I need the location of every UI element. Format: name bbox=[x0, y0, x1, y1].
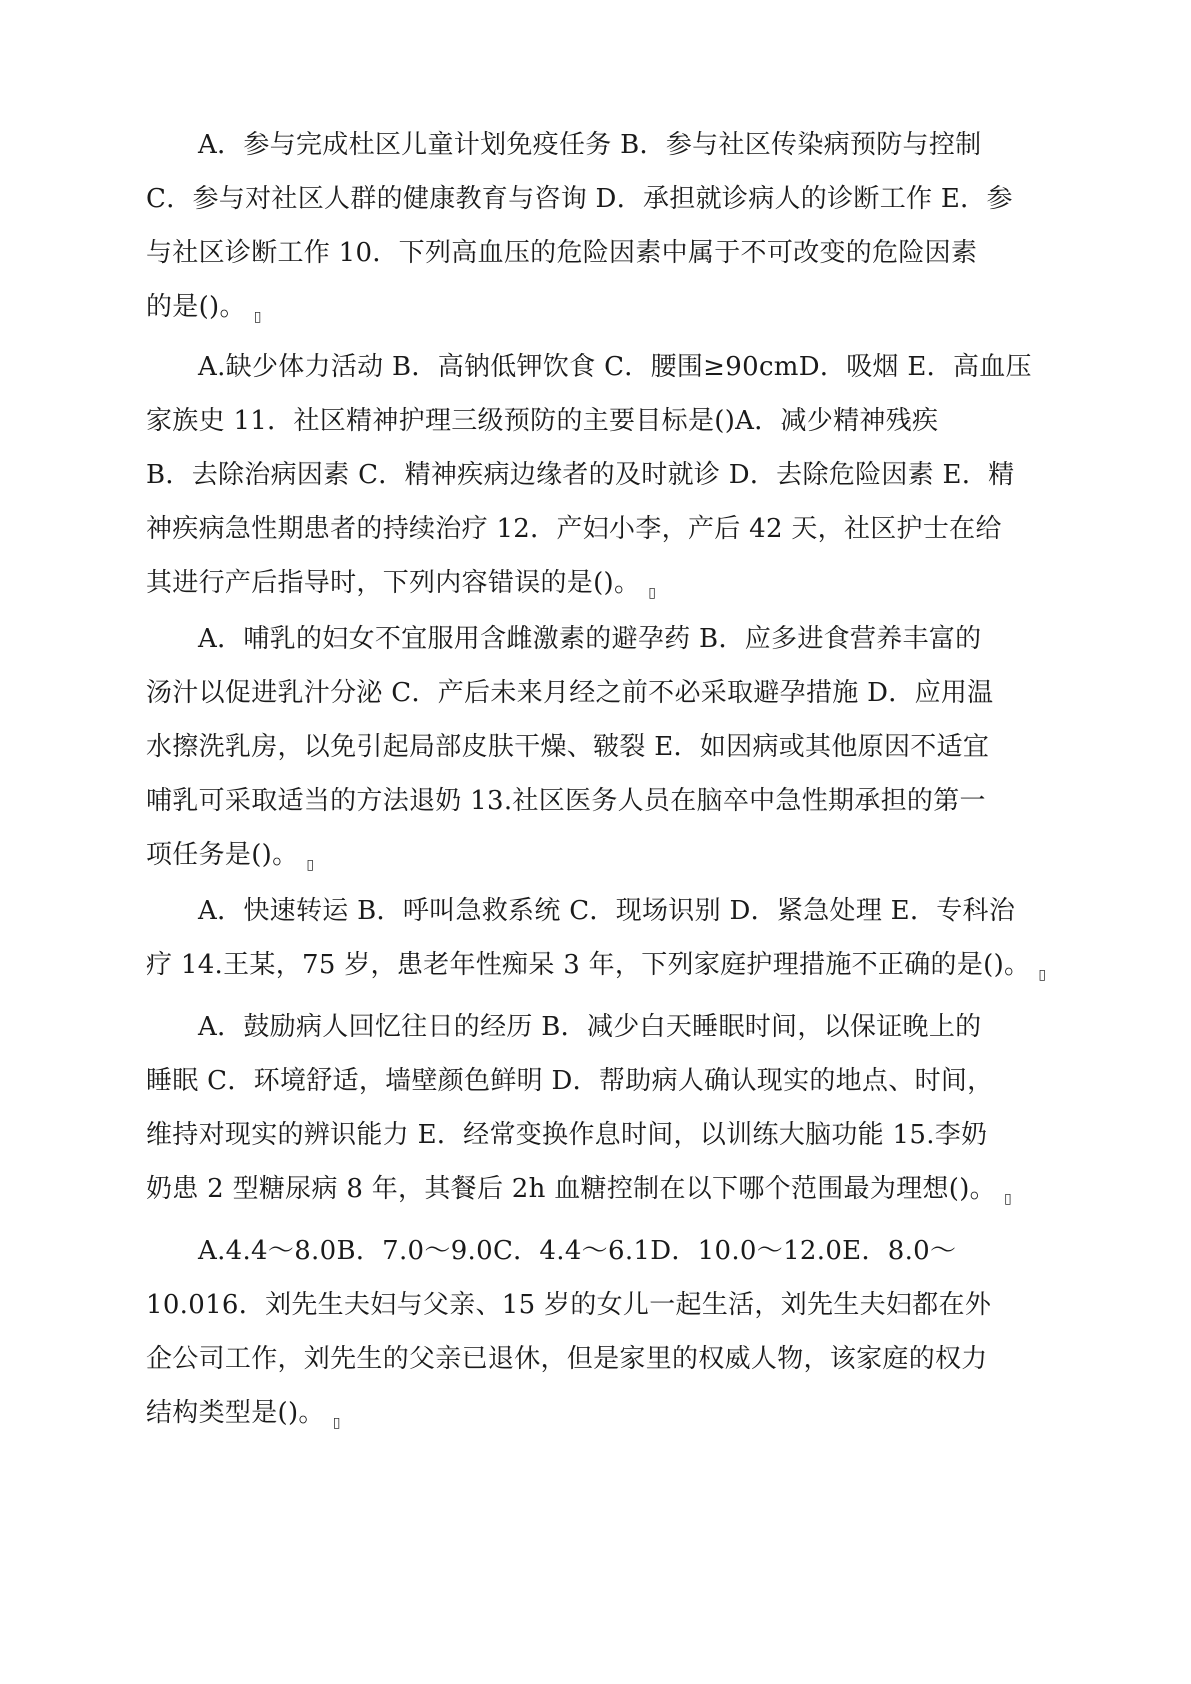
text-line: 睡眠 C．环境舒适，墙壁颜色鲜明 D．帮助病人确认现实的地点、时间， bbox=[146, 1066, 994, 1096]
paragraph-end-icon: ▯ bbox=[253, 309, 262, 325]
text-line: A．快速转运 B．呼叫急救系统 C．现场识别 D．紧急处理 E．专科治 bbox=[198, 896, 1016, 926]
text-line: A.4.4～8.0B．7.0～9.0C．4.4～6.1D．10.0～12.0E．8.0～ bbox=[198, 1236, 957, 1266]
text-line bbox=[146, 1162, 1046, 1216]
paragraph-5 bbox=[146, 1000, 1046, 1216]
text-line: A.缺少体力活动 B．高钠低钾饮食 C．腰围≥90cmD．吸烟 E．高血压 bbox=[198, 352, 1032, 382]
paragraph-end-icon: ▯ bbox=[648, 585, 657, 601]
paragraph-4 bbox=[146, 884, 1046, 992]
paragraph-6 bbox=[146, 1224, 1046, 1440]
text-line: 与社区诊断工作 10．下列高血压的危险因素中属于不可改变的危险因素 bbox=[146, 238, 978, 268]
text-line-content: 其进行产后指导时，下列内容错误的是()。 bbox=[146, 568, 641, 598]
text-line-content: 的是()。 bbox=[146, 292, 246, 322]
text-line bbox=[146, 1386, 1046, 1440]
text-line-content: 疗 14.王某，75 岁，患老年性痴呆 3 年，下列家庭护理措施不正确的是()。 bbox=[146, 950, 1031, 980]
paragraph-end-icon: ▯ bbox=[332, 1415, 341, 1431]
text-line-content: 奶患 2 型糖尿病 8 年，其餐后 2h 血糖控制在以下哪个范围最为理想()。 bbox=[146, 1174, 996, 1204]
text-line: 神疾病急性期患者的持续治疗 12．产妇小李，产后 42 天，社区护士在给 bbox=[146, 514, 1002, 544]
paragraph-end-icon: ▯ bbox=[306, 857, 315, 873]
text-line bbox=[146, 556, 1046, 610]
text-line bbox=[146, 280, 1046, 334]
paragraph-2 bbox=[146, 340, 1046, 610]
text-line: A．参与完成杜区儿童计划免疫任务 B．参与社区传染病预防与控制 bbox=[198, 130, 982, 160]
text-line: C．参与对社区人群的健康教育与咨询 D．承担就诊病人的诊断工作 E．参 bbox=[146, 184, 1013, 214]
text-line: A．哺乳的妇女不宜服用含雌激素的避孕药 B．应多进食营养丰富的 bbox=[198, 624, 982, 654]
paragraph-1 bbox=[146, 118, 1046, 334]
paragraph-end-icon: ▯ bbox=[1038, 967, 1047, 983]
text-line-content: 结构类型是()。 bbox=[146, 1398, 325, 1428]
text-line-content: 项任务是()。 bbox=[146, 840, 299, 870]
paragraph-3 bbox=[146, 612, 1046, 882]
text-line: 哺乳可采取适当的方法退奶 13.社区医务人员在脑卒中急性期承担的第一 bbox=[146, 786, 986, 816]
text-line: 10.016．刘先生夫妇与父亲、15 岁的女儿一起生活，刘先生夫妇都在外 bbox=[146, 1290, 992, 1320]
text-line: 汤汁以促进乳汁分泌 C．产后未来月经之前不必采取避孕措施 D．应用温 bbox=[146, 678, 994, 708]
text-line: 家族史 11．社区精神护理三级预防的主要目标是()A．减少精神残疾 bbox=[146, 406, 939, 436]
text-line: 水擦洗乳房，以免引起局部皮肤干燥、皲裂 E．如因病或其他原因不适宜 bbox=[146, 732, 990, 762]
text-line: A．鼓励病人回忆往日的经历 B．减少白天睡眠时间，以保证晚上的 bbox=[198, 1012, 982, 1042]
text-line: B．去除治病因素 C．精神疾病边缘者的及时就诊 D．去除危险因素 E．精 bbox=[146, 460, 1015, 490]
text-line: 企公司工作，刘先生的父亲已退休，但是家里的权威人物，该家庭的权力 bbox=[146, 1344, 988, 1374]
text-line bbox=[146, 938, 1046, 992]
text-line: 维持对现实的辨识能力 E．经常变换作息时间，以训练大脑功能 15.李奶 bbox=[146, 1120, 988, 1150]
text-line bbox=[146, 828, 1046, 882]
paragraph-end-icon: ▯ bbox=[1003, 1191, 1012, 1207]
